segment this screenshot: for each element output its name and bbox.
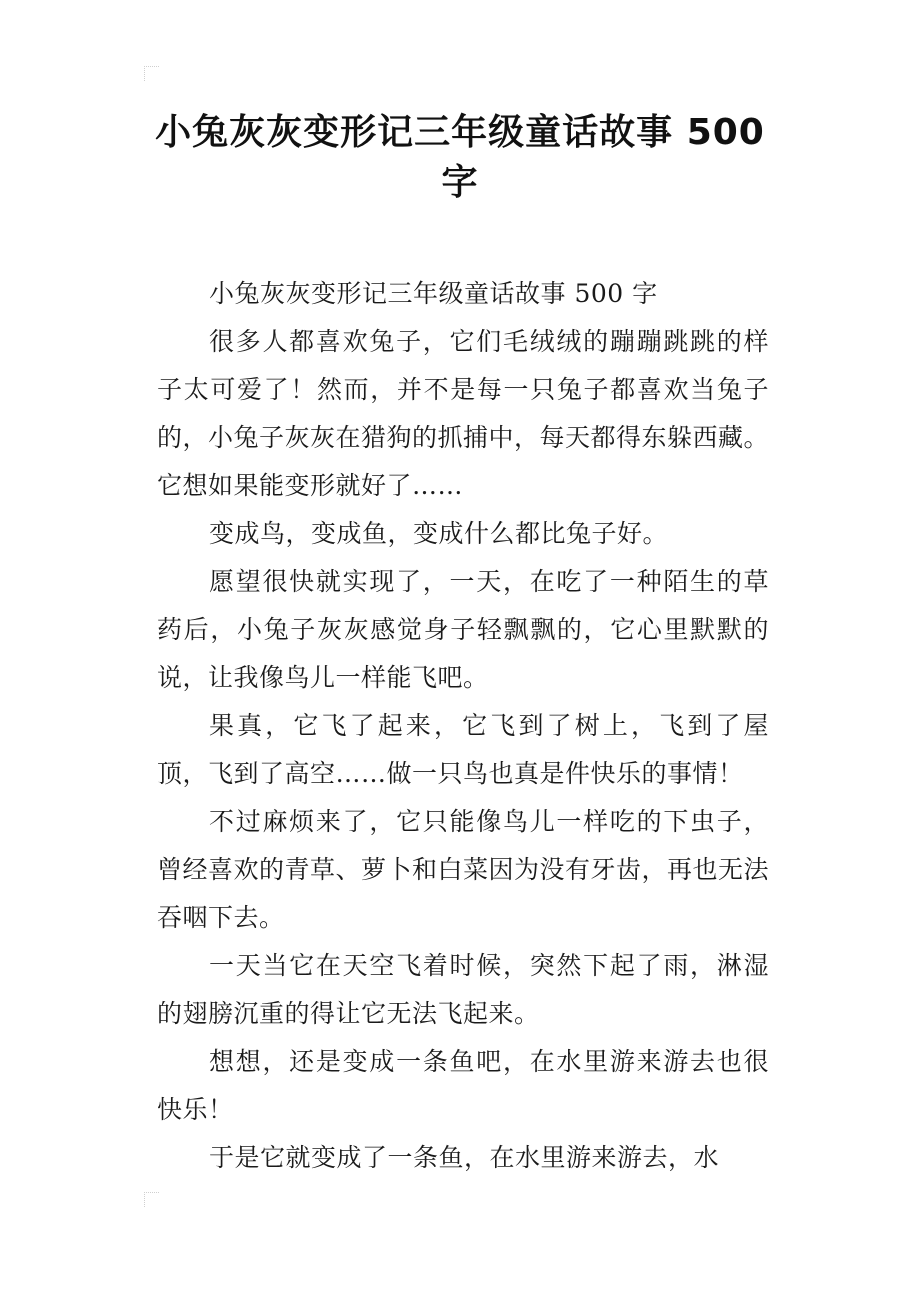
- paragraph: 于是它就变成了一条鱼，在水里游来游去，水: [209, 1143, 720, 1172]
- paragraph: 小兔灰灰变形记三年级童话故事 500 字: [209, 279, 658, 308]
- paragraph: 不过麻烦来了，它只能像鸟儿一样吃的下虫子，曾经喜欢的青草、萝卜和白菜因为没有牙齿，再也无法吞咽下去。: [157, 807, 770, 932]
- paragraph: 愿望很快就实现了，一天，在吃了一种陌生的草药后，小兔子灰灰感觉身子轻飘飘的，它心里默默的说，让我像鸟儿一样能飞吧。: [157, 567, 769, 692]
- document-body: [157, 270, 769, 1182]
- paragraph: 一天当它在天空飞着时候，突然下起了雨，淋湿的翅膀沉重的得让它无法飞起来。: [157, 951, 769, 1028]
- paragraph: 变成鸟，变成鱼，变成什么都比兔子好。: [209, 519, 669, 548]
- paragraph: 果真，它飞了起来，它飞到了树上，飞到了屋顶，飞到了高空……做一只鸟也真是件快乐的事情！: [157, 711, 769, 788]
- paragraph: 想想，还是变成一条鱼吧，在水里游来游去也很快乐！: [157, 1047, 769, 1124]
- document-title: 小兔灰灰变形记三年级童话故事 500 字: [155, 112, 765, 203]
- crop-mark-top: [144, 66, 159, 81]
- paragraph: 很多人都喜欢兔子，它们毛绒绒的蹦蹦跳跳的样子太可爱了！然而，并不是每一只兔子都喜欢当兔子的，小兔子灰灰在猎狗的抓捕中，每天都得东躲西藏。它想如果能变形就好了……: [157, 327, 770, 500]
- crop-mark-bottom: [144, 1192, 159, 1207]
